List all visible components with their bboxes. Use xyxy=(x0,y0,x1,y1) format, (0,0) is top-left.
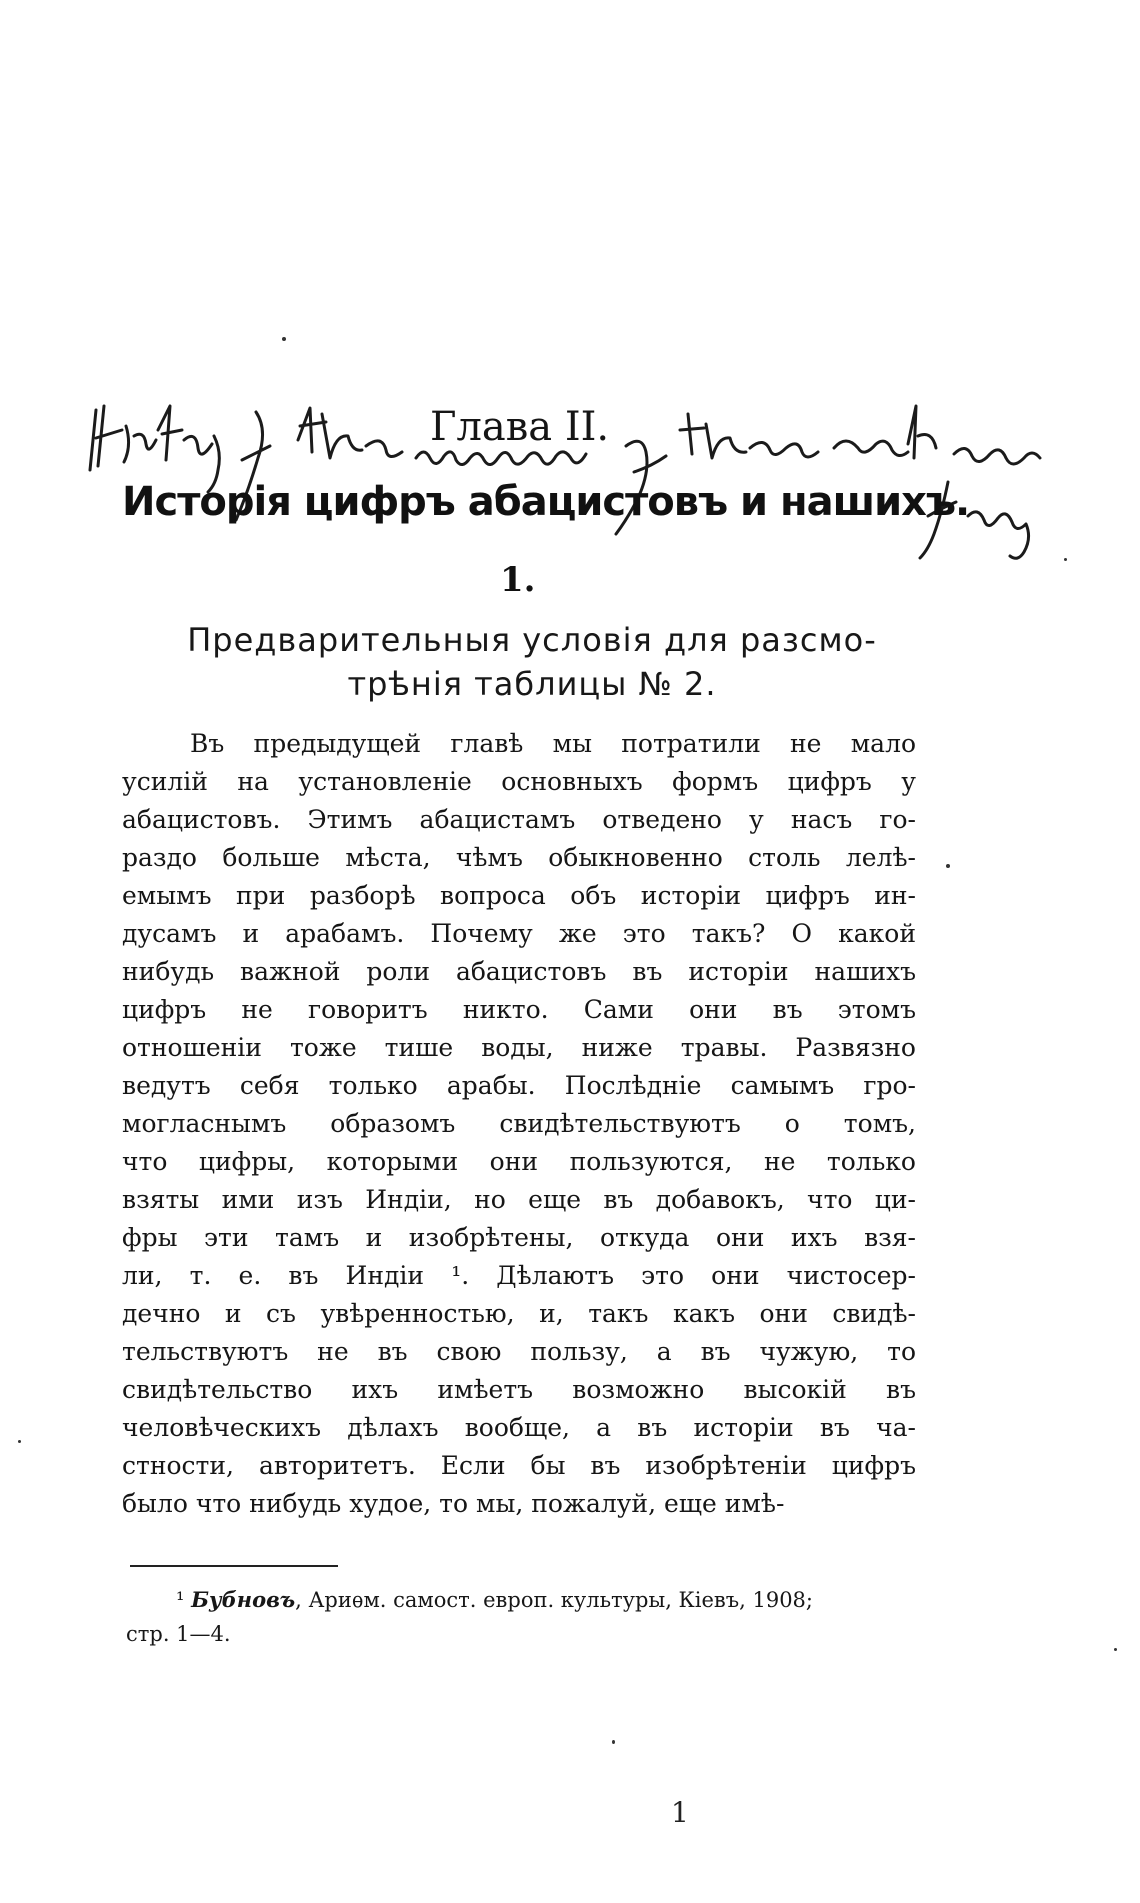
body-line: раздо больше мѣста, чѣмъ обыкновенно столь лелѣ- xyxy=(122,843,916,872)
scan-speck xyxy=(282,337,286,341)
footnote-divider xyxy=(130,1565,338,1567)
body-line: могласнымъ образомъ свидѣтельствуютъ о томъ, xyxy=(122,1109,916,1138)
section-number: 1. xyxy=(500,560,536,600)
scan-speck xyxy=(612,1740,615,1744)
body-line: цифръ не говоритъ никто. Сами они въ этомъ xyxy=(122,995,916,1024)
page-number: 1 xyxy=(671,1796,689,1829)
body-paragraph xyxy=(122,725,916,1523)
footnote-marker: ¹ xyxy=(176,1588,185,1612)
scan-speck xyxy=(946,864,950,868)
body-line: нибудь важной роли абацистовъ въ исторіи нашихъ xyxy=(122,957,916,986)
body-line: фры эти тамъ и изобрѣтены, откуда они ихъ взя- xyxy=(122,1223,916,1252)
body-line: что цифры, которыми они пользуются, не только xyxy=(122,1147,916,1176)
body-line: было что нибудь худое, то мы, пожалуй, еще имѣ- xyxy=(122,1489,785,1518)
body-line: тельствуютъ не въ свою пользу, а въ чужую, то xyxy=(122,1337,916,1366)
body-line: дечно и съ увѣренностью, и, такъ какъ они свидѣ- xyxy=(122,1299,916,1328)
chapter-label: Глава II. xyxy=(430,404,610,450)
footnote-line xyxy=(126,1583,916,1617)
section-title xyxy=(122,618,942,706)
scan-speck xyxy=(18,1440,21,1443)
footnote-citation: , Ариѳм. самост. европ. культуры, Кіевъ, 1908; xyxy=(295,1588,813,1612)
body-line: дусамъ и арабамъ. Почему же это такъ? О какой xyxy=(122,919,916,948)
scan-speck xyxy=(1064,558,1067,561)
body-line: Въ предыдущей главѣ мы потратили не мало xyxy=(190,729,916,758)
body-line: отношеніи тоже тише воды, ниже травы. Развязно xyxy=(122,1033,916,1062)
body-line: человѣческихъ дѣлахъ вообще, а въ исторіи въ ча- xyxy=(122,1413,916,1442)
footnote-author: Бубновъ xyxy=(191,1587,296,1612)
body-line: взяты ими изъ Индіи, но еще въ добавокъ, что ци- xyxy=(122,1185,916,1214)
body-line: стности, авторитетъ. Если бы въ изобрѣтеніи цифръ xyxy=(122,1451,916,1480)
scan-speck xyxy=(1114,1648,1117,1651)
section-title-line: трѣнія таблицы № 2. xyxy=(347,665,717,703)
body-line: свидѣтельство ихъ имѣетъ возможно высокій въ xyxy=(122,1375,916,1404)
body-line: усилій на установленіе основныхъ формъ цифръ у xyxy=(122,767,916,796)
footnote-line: стр. 1—4. xyxy=(126,1622,231,1646)
chapter-title: Исторія цифръ абацистовъ и нашихъ. xyxy=(122,479,970,525)
body-line: емымъ при разборѣ вопроса объ исторіи цифръ ин- xyxy=(122,881,916,910)
body-line: ли, т. е. въ Индіи ¹. Дѣлаютъ это они чистосер- xyxy=(122,1261,916,1290)
footnote xyxy=(126,1583,916,1651)
section-title-line: Предварительныя условія для разсмо- xyxy=(187,621,877,659)
body-line: абацистовъ. Этимъ абацистамъ отведено у насъ го- xyxy=(122,805,916,834)
body-line: ведутъ себя только арабы. Послѣдніе самымъ гро- xyxy=(122,1071,916,1100)
